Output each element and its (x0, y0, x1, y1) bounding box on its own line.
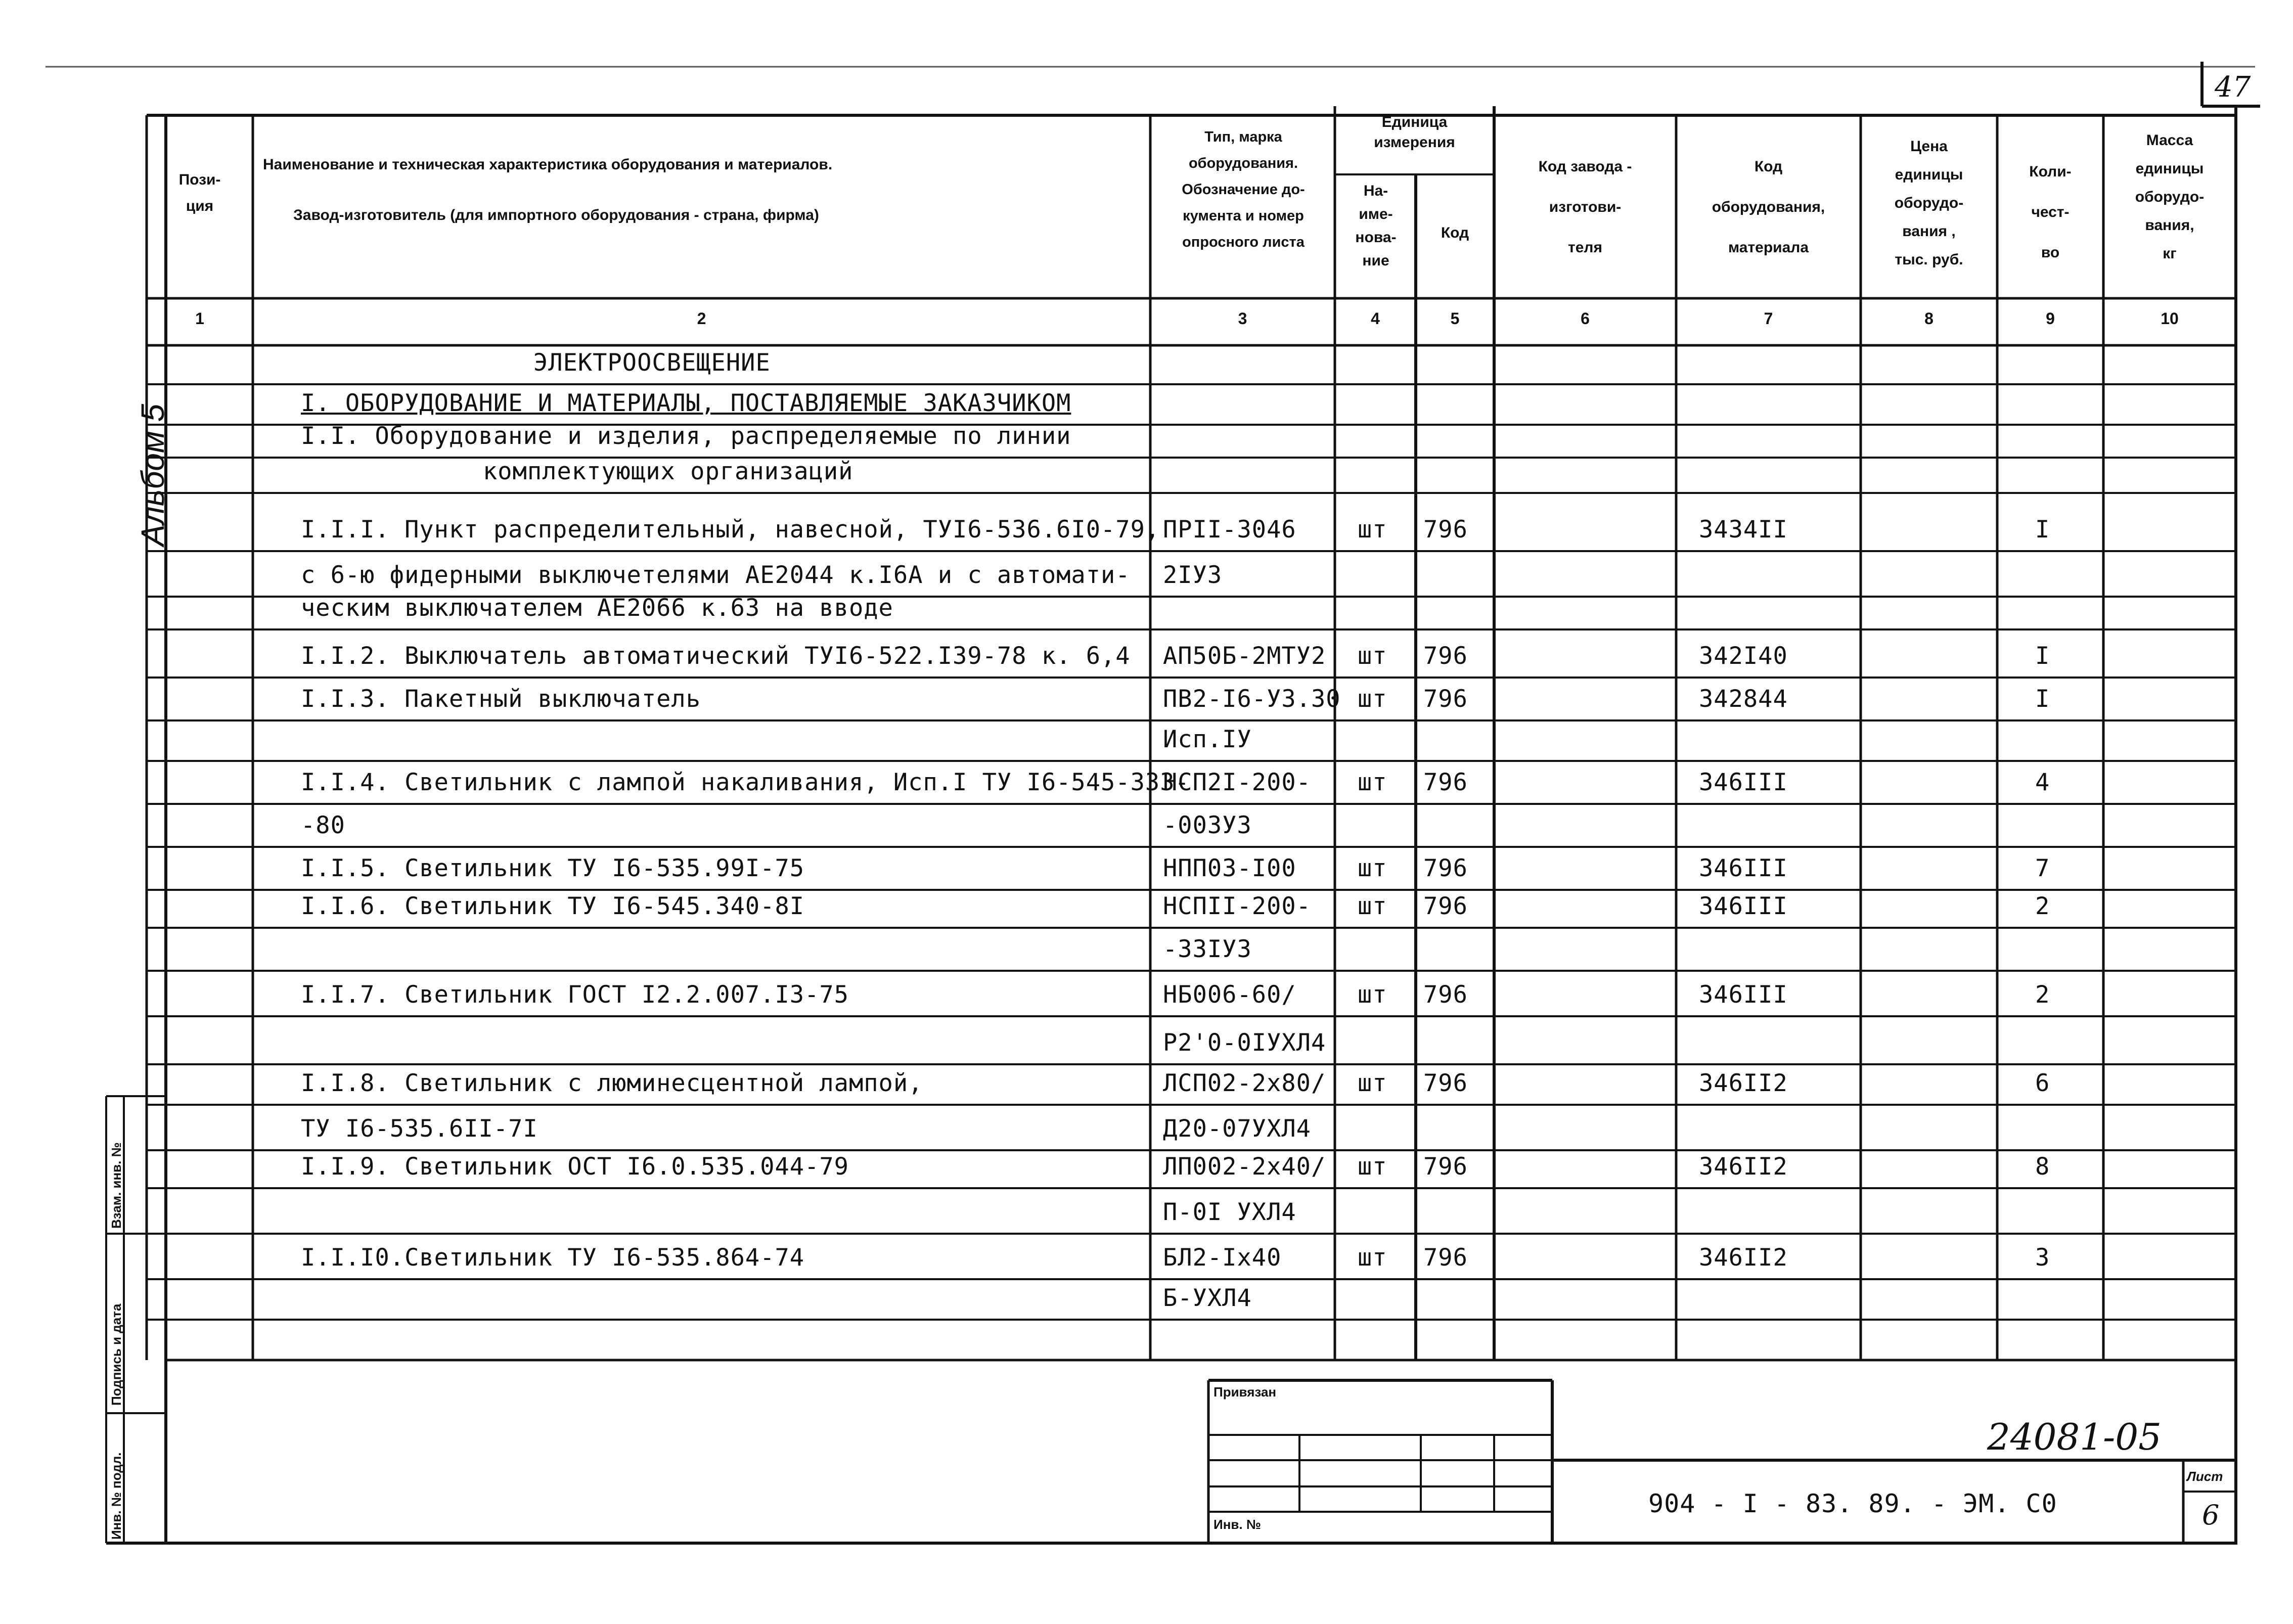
row-quantity: I (2035, 685, 2050, 713)
stamp-handwritten-number: 24081-05 (1987, 1416, 2162, 1458)
row-equipment-code: 346III (1699, 981, 1788, 1009)
header-name-line1: Наименование и техническая характеристика оборудования и материалов. (263, 156, 833, 173)
row-name: I.I.2. Выключатель автоматический ТУI6-522.I39-78 к. 6,4 (301, 642, 1131, 670)
header-unit-group: Единица измерения (1374, 114, 1455, 151)
row-name: ТУ I6-535.6II-7I (301, 1115, 538, 1143)
row-unit: шт (1358, 1153, 1387, 1181)
row-unit: шт (1358, 516, 1387, 544)
row-type: Р2'0-0IУХЛ4 (1163, 1029, 1326, 1057)
row-type: НБ006-60/ (1163, 981, 1296, 1009)
row-unit-code: 796 (1423, 769, 1468, 796)
row-equipment-code: 3434II (1699, 516, 1788, 544)
row-unit: шт (1358, 892, 1387, 920)
row-equipment-code: 342844 (1699, 685, 1788, 713)
header-unit-code: Код (1441, 224, 1469, 241)
header-price: Цена единицы оборудо- вания , тыс. руб. (1894, 138, 1964, 268)
row-unit-code: 796 (1423, 1069, 1468, 1097)
row-quantity: 2 (2035, 981, 2050, 1009)
row-type: ПВ2-I6-У3.30 (1163, 685, 1341, 713)
row-quantity: I (2035, 516, 2050, 544)
stamp-list-value: 6 (2202, 1499, 2220, 1531)
row-name: с 6-ю фидерными выключетелями АЕ2044 к.I6А и с автомати- (301, 561, 1131, 589)
row-type: БЛ2-Iх40 (1163, 1244, 1282, 1272)
column-number: 10 (2161, 309, 2179, 328)
column-number: 6 (1581, 309, 1590, 328)
row-name: I.I.I. Пункт распределительный, навесной, ТУI6-536.6I0-79, (301, 516, 1160, 544)
row-name: I.I. Оборудование и изделия, распределяемые по линии (301, 422, 1071, 450)
row-unit-code: 796 (1423, 981, 1468, 1009)
row-unit-code: 796 (1423, 892, 1468, 920)
row-unit: шт (1358, 1069, 1387, 1097)
row-quantity: 2 (2035, 892, 2050, 920)
stamp-list-label: Лист (2187, 1469, 2223, 1484)
row-unit-code: 796 (1423, 685, 1468, 713)
row-type: НПП03-I00 (1163, 854, 1296, 882)
row-type: АП50Б-2МТУ2 (1163, 642, 1326, 670)
row-type: Д20-07УХЛ4 (1163, 1115, 1311, 1143)
row-name: I.I.7. Светильник ГОСТ I2.2.007.I3-75 (301, 981, 849, 1009)
row-name: ЭЛЕКТРООСВЕЩЕНИЕ (533, 349, 771, 377)
column-number: 9 (2046, 309, 2055, 328)
header-factory-code: Код завода - изготови- теля (1538, 158, 1632, 256)
row-unit: шт (1358, 685, 1387, 713)
row-unit: шт (1358, 769, 1387, 796)
header-quantity: Коли- чест- во (2029, 163, 2072, 261)
row-name: I.I.8. Светильник с люминесцентной лампой, (301, 1069, 923, 1097)
row-unit-code: 796 (1423, 1244, 1468, 1272)
header-unit-name: На- име- нова- ние (1355, 183, 1397, 269)
row-quantity: 8 (2035, 1153, 2050, 1181)
row-name: I. ОБОРУДОВАНИЕ И МАТЕРИАЛЫ, ПОСТАВЛЯЕМЫЕ ЗАКАЗЧИКОМ (301, 389, 1071, 417)
row-name: I.I.6. Светильник ТУ I6-545.340-8I (301, 892, 805, 920)
sheet-number-handwritten: 47 (2215, 71, 2251, 104)
row-name: I.I.3. Пакетный выключатель (301, 685, 701, 713)
margin-label-signature-date: Подпись и дата (109, 1303, 124, 1406)
row-unit: шт (1358, 981, 1387, 1009)
header-name-line2: Завод-изготовитель (для импортного оборудования - страна, фирма) (293, 207, 819, 223)
row-type: -33IУ3 (1163, 935, 1252, 963)
row-unit: шт (1358, 1244, 1387, 1272)
row-type: НСП2I-200- (1163, 769, 1311, 796)
row-equipment-code: 346III (1699, 769, 1788, 796)
margin-label-inv-original: Инв. № подл. (109, 1452, 124, 1540)
row-unit: шт (1358, 642, 1387, 670)
row-equipment-code: 346II2 (1699, 1069, 1788, 1097)
stamp-privyazan: Привязан (1213, 1384, 1277, 1400)
stamp-document-code: 904 - I - 83. 89. - ЭМ. С0 (1648, 1489, 2057, 1518)
column-number: 2 (697, 309, 706, 328)
row-quantity: 6 (2035, 1069, 2050, 1097)
row-equipment-code: 346III (1699, 854, 1788, 882)
album-label: Альбом 5 (134, 403, 171, 546)
column-number: 3 (1238, 309, 1247, 328)
column-number: 8 (1924, 309, 1934, 328)
row-name: I.I.9. Светильник ОСТ I6.0.535.044-79 (301, 1153, 849, 1181)
row-type: ЛСП02-2х80/ (1163, 1069, 1326, 1097)
row-unit-code: 796 (1423, 854, 1468, 882)
row-type: 2IУ3 (1163, 561, 1223, 589)
row-name: I.I.5. Светильник ТУ I6-535.99I-75 (301, 854, 805, 882)
margin-label-replaced-inv: Взам. инв. № (109, 1142, 124, 1229)
row-quantity: I (2035, 642, 2050, 670)
row-type: П-0I УХЛ4 (1163, 1198, 1296, 1226)
header-type-mark: Тип, марка оборудования. Обозначение до- кумента и номер опросного листа (1182, 129, 1305, 250)
row-type: Исп.IУ (1163, 726, 1252, 753)
row-type: ЛП002-2х40/ (1163, 1153, 1326, 1181)
row-name: ческим выключателем АЕ2066 к.63 на вводе (301, 594, 893, 622)
column-number: 5 (1450, 309, 1460, 328)
row-equipment-code: 346II2 (1699, 1244, 1788, 1272)
row-quantity: 4 (2035, 769, 2050, 796)
column-number: 1 (195, 309, 204, 328)
row-name: I.I.4. Светильник с лампой накаливания, Исп.I ТУ I6-545-333- (301, 769, 1190, 796)
row-type: НСПII-200- (1163, 892, 1311, 920)
row-name: -80 (301, 811, 345, 839)
row-type: ПРII-3046 (1163, 516, 1296, 544)
row-equipment-code: 342I40 (1699, 642, 1788, 670)
header-position: Пози- ция (178, 171, 221, 214)
stamp-inv-no: Инв. № (1213, 1517, 1261, 1532)
header-equipment-code: Код оборудования, материала (1712, 158, 1825, 256)
row-unit-code: 796 (1423, 516, 1468, 544)
row-unit: шт (1358, 854, 1387, 882)
row-equipment-code: 346II2 (1699, 1153, 1788, 1181)
row-quantity: 7 (2035, 854, 2050, 882)
header-mass: Масса единицы оборудо- вания, кг (2135, 132, 2205, 262)
row-unit-code: 796 (1423, 1153, 1468, 1181)
row-name: комплектующих организаций (483, 458, 853, 485)
column-number: 4 (1371, 309, 1380, 328)
column-number: 7 (1764, 309, 1773, 328)
row-type: -003У3 (1163, 811, 1252, 839)
row-quantity: 3 (2035, 1244, 2050, 1272)
row-unit-code: 796 (1423, 642, 1468, 670)
row-equipment-code: 346III (1699, 892, 1788, 920)
row-name: I.I.I0.Светильник ТУ I6-535.864-74 (301, 1244, 805, 1272)
row-type: Б-УХЛ4 (1163, 1284, 1252, 1312)
